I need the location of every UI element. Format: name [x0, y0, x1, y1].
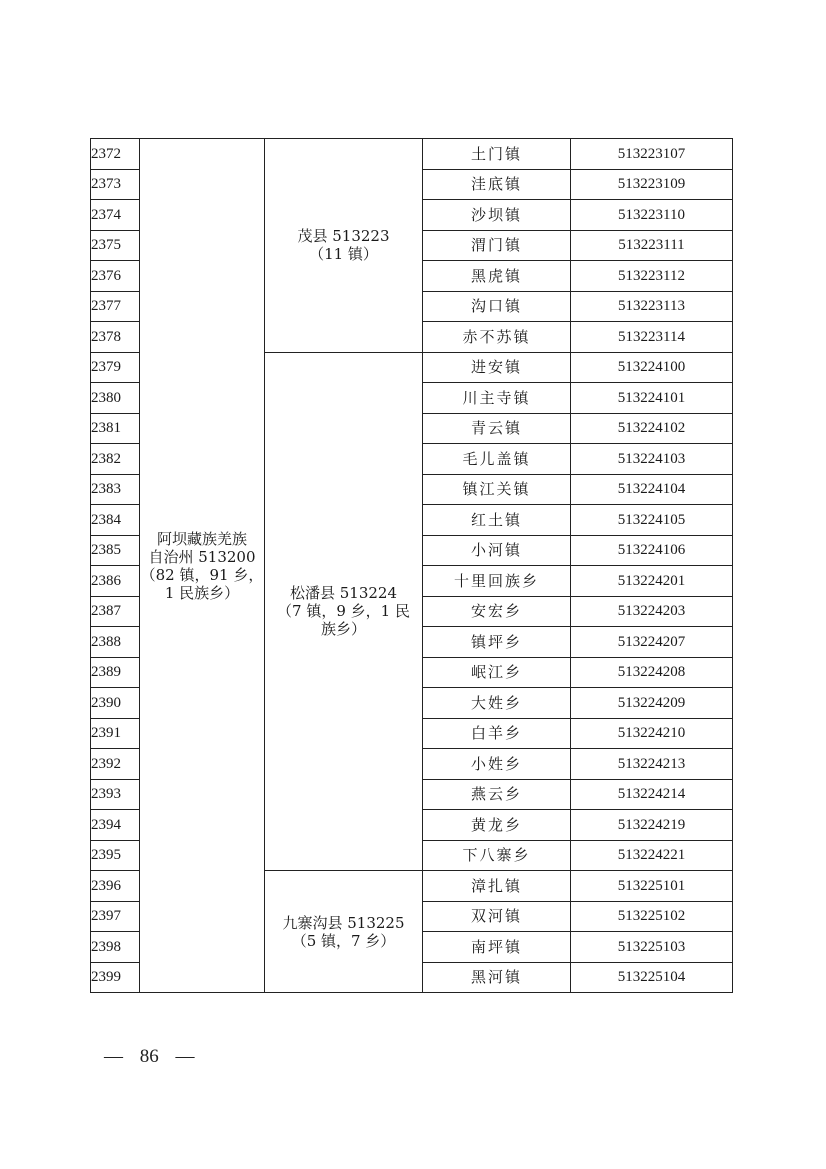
division-code-table — [90, 138, 733, 993]
division-code: 513224105 — [571, 505, 733, 536]
row-number: 2380 — [91, 383, 140, 414]
township-name: 漳扎镇 — [423, 871, 571, 902]
row-number: 2395 — [91, 840, 140, 871]
division-code: 513225101 — [571, 871, 733, 902]
row-number: 2399 — [91, 962, 140, 993]
division-code: 513224102 — [571, 413, 733, 444]
row-number: 2392 — [91, 749, 140, 780]
division-code: 513225103 — [571, 932, 733, 963]
division-code: 513224203 — [571, 596, 733, 627]
township-name: 南坪镇 — [423, 932, 571, 963]
row-number: 2396 — [91, 871, 140, 902]
township-name: 赤不苏镇 — [423, 322, 571, 353]
county-line1: 九寨沟县 513225 — [282, 913, 405, 932]
township-name: 小姓乡 — [423, 749, 571, 780]
township-name: 青云镇 — [423, 413, 571, 444]
township-name: 大姓乡 — [423, 688, 571, 719]
division-code: 513224201 — [571, 566, 733, 597]
row-number: 2383 — [91, 474, 140, 505]
page-number: 86 — [139, 1046, 159, 1067]
township-name: 镇坪乡 — [423, 627, 571, 658]
division-code: 513224210 — [571, 718, 733, 749]
division-code: 513223107 — [571, 139, 733, 170]
county-line1: 松潘县 513224 — [289, 584, 398, 603]
township-name: 川主寺镇 — [423, 383, 571, 414]
township-name: 黑虎镇 — [423, 261, 571, 292]
row-number: 2397 — [91, 901, 140, 932]
footer-dash-left: — — [104, 1046, 123, 1067]
row-number: 2382 — [91, 444, 140, 475]
division-code: 513224106 — [571, 535, 733, 566]
township-name: 十里回族乡 — [423, 566, 571, 597]
township-name: 燕云乡 — [423, 779, 571, 810]
county-line2: （7 镇，9 乡，1 民 — [277, 602, 410, 621]
row-number: 2372 — [91, 139, 140, 170]
county-label — [282, 914, 404, 950]
division-code: 513223112 — [571, 261, 733, 292]
row-number: 2388 — [91, 627, 140, 658]
county-label — [277, 584, 410, 638]
division-code: 513223111 — [571, 230, 733, 261]
township-name: 沟口镇 — [423, 291, 571, 322]
row-number: 2387 — [91, 596, 140, 627]
county-cell — [265, 871, 423, 993]
row-number: 2375 — [91, 230, 140, 261]
township-name: 土门镇 — [423, 139, 571, 170]
division-code: 513224209 — [571, 688, 733, 719]
division-code: 513224207 — [571, 627, 733, 658]
township-name: 双河镇 — [423, 901, 571, 932]
row-number: 2386 — [91, 566, 140, 597]
county-line2: （5 镇，7 乡） — [291, 931, 396, 950]
township-name: 下八寨乡 — [423, 840, 571, 871]
prefecture-line4: 1 民族乡） — [164, 583, 240, 602]
row-number: 2379 — [91, 352, 140, 383]
township-name: 进安镇 — [423, 352, 571, 383]
row-number: 2394 — [91, 810, 140, 841]
township-name: 毛儿盖镇 — [423, 444, 571, 475]
township-name: 安宏乡 — [423, 596, 571, 627]
prefecture-line1: 阿坝藏族羌族 — [156, 529, 247, 548]
table-body — [91, 139, 733, 993]
division-code: 513224219 — [571, 810, 733, 841]
county-line3: 族乡） — [320, 620, 366, 639]
township-name: 镇江关镇 — [423, 474, 571, 505]
township-name: 洼底镇 — [423, 169, 571, 200]
county-line2: （11 镇） — [309, 245, 378, 264]
township-name: 黄龙乡 — [423, 810, 571, 841]
footer-dash-right: — — [175, 1046, 195, 1067]
prefecture-line3: （82 镇，91 乡， — [140, 565, 264, 584]
row-number: 2398 — [91, 932, 140, 963]
township-name: 红土镇 — [423, 505, 571, 536]
division-code: 513225104 — [571, 962, 733, 993]
prefecture-cell — [140, 139, 265, 993]
township-name: 渭门镇 — [423, 230, 571, 261]
row-number: 2377 — [91, 291, 140, 322]
row-number: 2391 — [91, 718, 140, 749]
row-number: 2381 — [91, 413, 140, 444]
row-number: 2374 — [91, 200, 140, 231]
division-code: 513224208 — [571, 657, 733, 688]
page-footer — [98, 1046, 201, 1068]
division-code: 513223113 — [571, 291, 733, 322]
county-line1: 茂县 513223 — [297, 227, 390, 246]
division-code: 513225102 — [571, 901, 733, 932]
division-code: 513224213 — [571, 749, 733, 780]
county-cell — [265, 352, 423, 871]
row-number: 2378 — [91, 322, 140, 353]
row-number: 2376 — [91, 261, 140, 292]
division-code: 513224221 — [571, 840, 733, 871]
row-number: 2385 — [91, 535, 140, 566]
township-name: 白羊乡 — [423, 718, 571, 749]
row-number: 2390 — [91, 688, 140, 719]
row-number: 2384 — [91, 505, 140, 536]
division-code: 513223110 — [571, 200, 733, 231]
prefecture-line2: 自治州 513200 — [148, 547, 256, 566]
county-label — [297, 227, 389, 263]
division-code: 513224100 — [571, 352, 733, 383]
county-cell — [265, 139, 423, 353]
township-name: 岷江乡 — [423, 657, 571, 688]
division-code: 513224101 — [571, 383, 733, 414]
row-number: 2393 — [91, 779, 140, 810]
division-code: 513224104 — [571, 474, 733, 505]
division-code: 513223109 — [571, 169, 733, 200]
township-name: 沙坝镇 — [423, 200, 571, 231]
table-row — [91, 139, 733, 170]
row-number: 2373 — [91, 169, 140, 200]
row-number: 2389 — [91, 657, 140, 688]
prefecture-label — [141, 530, 264, 602]
division-code: 513223114 — [571, 322, 733, 353]
division-code: 513224103 — [571, 444, 733, 475]
township-name: 小河镇 — [423, 535, 571, 566]
township-name: 黑河镇 — [423, 962, 571, 993]
division-code: 513224214 — [571, 779, 733, 810]
